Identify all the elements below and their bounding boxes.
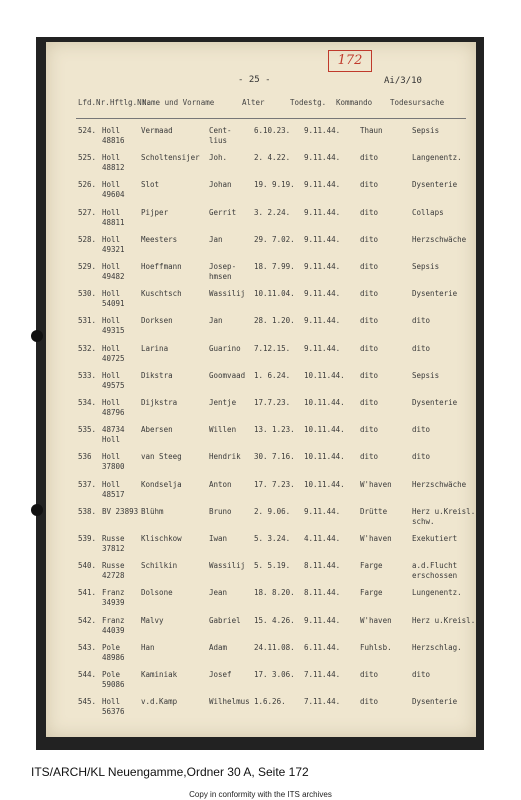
- conformity-note: Copy in conformity with the ITS archives: [189, 790, 332, 799]
- row-prisoner-number: 48986: [102, 652, 125, 662]
- row-death-date: 7.11.44.: [304, 697, 341, 707]
- row-surname: Pijper: [141, 207, 169, 217]
- row-birthdate: 7.12.15.: [254, 343, 291, 353]
- row-firstname-cont: lius: [209, 136, 228, 145]
- row-prisoner-number: 49575: [102, 380, 125, 390]
- row-kommando: dito: [360, 398, 379, 407]
- row-firstname: Jan: [209, 316, 223, 326]
- row-surname: Blühm: [141, 506, 164, 516]
- row-firstname: Josep-: [209, 262, 237, 271]
- table-row: [74, 452, 474, 480]
- row-prisoner-number: 49315: [102, 326, 125, 336]
- header-alter: Alter: [242, 98, 265, 107]
- row-birthdate: 1. 6.24.: [254, 370, 291, 380]
- row-prisoner-number: 37812: [102, 544, 125, 553]
- table-header: [74, 96, 474, 118]
- row-prisoner-category: Russe: [102, 534, 125, 543]
- table-row: [74, 588, 474, 616]
- row-death-date: 4.11.44.: [304, 534, 341, 543]
- row-surname: Larina: [141, 343, 169, 353]
- row-birthdate: 5. 3.24.: [254, 534, 291, 543]
- table-row: [74, 262, 474, 290]
- row-prisoner-category: BV 23893: [102, 506, 139, 516]
- row-death-date: 8.11.44.: [304, 588, 341, 598]
- row-firstname: Wassilij: [209, 561, 246, 571]
- row-number: 534.: [78, 398, 97, 407]
- row-prisoner-category: Holl: [102, 316, 121, 326]
- row-prisoner-number: 48517: [102, 489, 125, 499]
- row-prisoner-number: 49482: [102, 272, 125, 281]
- row-number: 530.: [78, 289, 97, 299]
- row-number: 524.: [78, 126, 97, 135]
- row-number: 533.: [78, 370, 97, 380]
- row-firstname: Johan: [209, 180, 232, 190]
- row-birthdate: 6.10.23.: [254, 126, 291, 135]
- row-cause: Herz u.Kreisl.: [412, 615, 476, 625]
- row-kommando: Drütte: [360, 506, 388, 516]
- row-prisoner-number: 56376: [102, 707, 125, 717]
- row-prisoner-number: 40725: [102, 353, 125, 363]
- row-birthdate: 18. 7.99.: [254, 262, 295, 271]
- row-cause: Herz u.Kreisl.: [412, 506, 476, 516]
- row-number: 529.: [78, 262, 97, 271]
- table-row: [74, 697, 474, 725]
- row-birthdate: 19. 9.19.: [254, 180, 295, 190]
- row-firstname: Hendrik: [209, 452, 241, 462]
- row-prisoner-category: Holl: [102, 289, 121, 299]
- row-firstname: Wilhelmus: [209, 697, 250, 707]
- row-death-date: 9.11.44.: [304, 615, 341, 625]
- row-cause: Lungenentz.: [412, 588, 462, 598]
- row-cause: Langenentz.: [412, 153, 462, 163]
- row-prisoner-category: Holl: [102, 343, 121, 353]
- row-kommando: Farge: [360, 588, 383, 598]
- row-prisoner-category: Holl: [102, 153, 121, 163]
- row-prisoner-category: Russe: [102, 561, 125, 571]
- row-birthdate: 2. 9.06.: [254, 506, 291, 516]
- row-kommando: dito: [360, 262, 379, 271]
- row-prisoner-number: 59086: [102, 680, 125, 689]
- table-row: [74, 616, 474, 644]
- row-firstname: Guarino: [209, 343, 241, 353]
- row-surname: Kuschtsch: [141, 289, 182, 299]
- row-surname: Han: [141, 642, 155, 652]
- row-death-date: 10.11.44.: [304, 479, 345, 489]
- row-birthdate: 13. 1.23.: [254, 425, 295, 435]
- row-surname: Kaminiak: [141, 670, 178, 679]
- row-firstname: Jentje: [209, 398, 237, 407]
- row-kommando: Thaun: [360, 126, 383, 135]
- row-cause: dito: [412, 670, 431, 679]
- row-death-date: 9.11.44.: [304, 180, 341, 190]
- row-surname: Klischkow: [141, 534, 182, 543]
- row-kommando: dito: [360, 234, 379, 244]
- row-prisoner-number: 48796: [102, 408, 125, 417]
- row-firstname: Jan: [209, 234, 223, 244]
- row-death-date: 9.11.44.: [304, 126, 341, 135]
- row-prisoner-number: 42728: [102, 571, 125, 581]
- row-birthdate: 2. 4.22.: [254, 153, 291, 163]
- row-prisoner-category: Holl: [102, 697, 121, 707]
- row-death-date: 10.11.44.: [304, 425, 345, 435]
- row-cause: Herzschlag.: [412, 642, 462, 652]
- row-birthdate: 3. 2.24.: [254, 207, 291, 217]
- row-cause: Exekutiert: [412, 534, 458, 543]
- row-surname: Hoeffmann: [141, 262, 182, 271]
- header-kommando: Kommando: [336, 98, 373, 107]
- row-death-date: 10.11.44.: [304, 398, 345, 407]
- row-firstname: Gerrit: [209, 207, 237, 217]
- row-cause-cont: erschossen: [412, 571, 458, 581]
- table-row: [74, 289, 474, 317]
- row-firstname: Jean: [209, 588, 228, 598]
- row-firstname: Bruno: [209, 506, 232, 516]
- row-firstname: Iwan: [209, 534, 228, 543]
- row-prisoner-number: 48811: [102, 217, 125, 227]
- row-death-date: 9.11.44.: [304, 262, 341, 271]
- row-kommando: dito: [360, 289, 379, 299]
- table-row: [74, 126, 474, 154]
- header-hftlg: Hftlg.Nr.: [110, 98, 151, 107]
- row-surname: Slot: [141, 180, 160, 190]
- row-death-date: 9.11.44.: [304, 316, 341, 326]
- header-todestag: Todestg.: [290, 98, 327, 107]
- row-cause: Herzschwäche: [412, 234, 467, 244]
- row-birthdate: 17.7.23.: [254, 398, 291, 407]
- row-death-date: 9.11.44.: [304, 506, 341, 516]
- row-cause: a.d.Flucht: [412, 561, 458, 571]
- header-name: Name und Vorname: [142, 98, 215, 107]
- row-kommando: dito: [360, 343, 379, 353]
- row-surname: Dolsone: [141, 588, 173, 598]
- row-firstname: Wassilij: [209, 289, 246, 299]
- row-birthdate: 10.11.04.: [254, 289, 295, 299]
- row-prisoner-category: Pole: [102, 670, 121, 679]
- table-row: [74, 235, 474, 263]
- row-surname: Vermaad: [141, 126, 173, 135]
- row-cause: dito: [412, 343, 431, 353]
- row-birthdate: 1.6.26.: [254, 697, 286, 707]
- row-cause: Dysenterie: [412, 289, 458, 299]
- row-surname: Dikstra: [141, 370, 173, 380]
- row-kommando: dito: [360, 697, 379, 707]
- row-cause: Sepsis: [412, 370, 440, 380]
- row-death-date: 9.11.44.: [304, 153, 341, 163]
- row-firstname: Adam: [209, 642, 228, 652]
- row-prisoner-number: 34939: [102, 598, 125, 608]
- row-kommando: Fuhlsb.: [360, 642, 392, 652]
- row-kommando: dito: [360, 207, 379, 217]
- row-number: 528.: [78, 234, 97, 244]
- row-cause: Dysenterie: [412, 697, 458, 707]
- row-kommando: W'haven: [360, 479, 392, 489]
- page-number: - 25 -: [238, 75, 271, 85]
- table-row: [74, 561, 474, 589]
- row-death-date: 6.11.44.: [304, 642, 341, 652]
- row-cause: dito: [412, 316, 431, 326]
- row-surname: Abersen: [141, 425, 173, 435]
- row-prisoner-category: 48734: [102, 425, 125, 435]
- row-kommando: dito: [360, 425, 379, 435]
- row-firstname: Willen: [209, 425, 237, 435]
- row-kommando: dito: [360, 670, 379, 679]
- row-prisoner-number: 49321: [102, 244, 125, 254]
- row-number: 532.: [78, 343, 97, 353]
- row-cause: Dysenterie: [412, 180, 458, 190]
- row-firstname: Goomvaad: [209, 370, 246, 380]
- row-kommando: W'haven: [360, 534, 392, 543]
- row-firstname: Joh.: [209, 153, 228, 163]
- row-birthdate: 17. 3.06.: [254, 670, 295, 679]
- row-cause: Sepsis: [412, 262, 440, 271]
- row-death-date: 10.11.44.: [304, 370, 345, 380]
- row-birthdate: 18. 8.20.: [254, 588, 295, 598]
- row-number: 540.: [78, 561, 97, 571]
- row-prisoner-category: Holl: [102, 126, 121, 135]
- row-death-date: 9.11.44.: [304, 289, 341, 299]
- row-number: 545.: [78, 697, 97, 707]
- table-row: [74, 670, 474, 698]
- row-kommando: W'haven: [360, 615, 392, 625]
- row-prisoner-category: Holl: [102, 452, 121, 462]
- reference-code: Ai/3/10: [384, 76, 422, 86]
- row-kommando: dito: [360, 153, 379, 163]
- row-cause: dito: [412, 425, 431, 435]
- row-death-date: 7.11.44.: [304, 670, 341, 679]
- row-firstname: Cent-: [209, 126, 232, 135]
- header-divider: [76, 118, 466, 119]
- row-death-date: 10.11.44.: [304, 452, 345, 462]
- row-prisoner-number: 48816: [102, 136, 125, 145]
- row-firstname: Anton: [209, 479, 232, 489]
- row-surname: v.d.Kamp: [141, 697, 178, 707]
- row-prisoner-category: Holl: [102, 370, 121, 380]
- table-row: [74, 425, 474, 453]
- row-death-date: 9.11.44.: [304, 234, 341, 244]
- row-surname: Dijkstra: [141, 398, 178, 407]
- table-row: [74, 208, 474, 236]
- row-number: 531.: [78, 316, 97, 326]
- header-nr: Lfd.Nr.: [78, 98, 110, 107]
- archive-stamp: 172: [328, 50, 372, 72]
- row-prisoner-category: Franz: [102, 588, 125, 598]
- row-death-date: 8.11.44.: [304, 561, 341, 571]
- row-surname: Dorksen: [141, 316, 173, 326]
- row-prisoner-number: 54091: [102, 299, 125, 309]
- row-prisoner-category: Holl: [102, 262, 121, 271]
- row-kommando: dito: [360, 452, 379, 462]
- row-birthdate: 5. 5.19.: [254, 561, 291, 571]
- row-firstname-cont: hmsen: [209, 272, 232, 281]
- table-row: [74, 643, 474, 671]
- row-prisoner-category: Holl: [102, 479, 121, 489]
- row-prisoner-category: Franz: [102, 615, 125, 625]
- table-row: [74, 534, 474, 562]
- row-kommando: dito: [360, 316, 379, 326]
- row-number: 526.: [78, 180, 97, 190]
- table-row: [74, 153, 474, 181]
- row-birthdate: 30. 7.16.: [254, 452, 295, 462]
- row-death-date: 9.11.44.: [304, 207, 341, 217]
- row-prisoner-number: 44039: [102, 625, 125, 635]
- table-row: [74, 398, 474, 426]
- row-birthdate: 24.11.08.: [254, 642, 295, 652]
- row-surname: Meesters: [141, 234, 178, 244]
- row-kommando: Farge: [360, 561, 383, 571]
- row-prisoner-number: 49604: [102, 190, 125, 200]
- row-number: 525.: [78, 153, 97, 163]
- row-surname: Schilkin: [141, 561, 178, 571]
- row-kommando: dito: [360, 370, 379, 380]
- row-prisoner-category: Pole: [102, 642, 121, 652]
- row-prisoner-category: Holl: [102, 398, 121, 407]
- row-prisoner-category: Holl: [102, 180, 121, 190]
- row-number: 527.: [78, 207, 97, 217]
- row-cause: Herzschwäche: [412, 479, 467, 489]
- row-firstname: Josef: [209, 670, 232, 679]
- row-number: 541.: [78, 588, 97, 598]
- row-birthdate: 29. 7.02.: [254, 234, 295, 244]
- row-birthdate: 17. 7.23.: [254, 479, 295, 489]
- table-row: [74, 480, 474, 508]
- row-firstname: Gabriel: [209, 615, 241, 625]
- row-death-date: 9.11.44.: [304, 343, 341, 353]
- row-kommando: dito: [360, 180, 379, 190]
- row-cause: Collaps: [412, 207, 444, 217]
- row-number: 535.: [78, 425, 97, 435]
- row-surname: van Steeg: [141, 452, 182, 462]
- punch-hole: [31, 504, 43, 516]
- table-row: [74, 316, 474, 344]
- row-surname: Malvy: [141, 615, 164, 625]
- row-birthdate: 28. 1.20.: [254, 316, 295, 326]
- row-birthdate: 15. 4.26.: [254, 615, 295, 625]
- row-prisoner-category: Holl: [102, 207, 121, 217]
- row-number: 536: [78, 452, 92, 462]
- header-todesursache: Todesursache: [390, 98, 445, 107]
- row-number: 538.: [78, 506, 97, 516]
- row-cause: dito: [412, 452, 431, 462]
- row-cause-cont: schw.: [412, 516, 435, 526]
- row-prisoner-number: 37800: [102, 462, 125, 472]
- table-row: [74, 180, 474, 208]
- row-number: 544.: [78, 670, 97, 679]
- row-surname: Kondselja: [141, 479, 182, 489]
- row-number: 543.: [78, 642, 97, 652]
- row-number: 539.: [78, 534, 97, 543]
- row-number: 537.: [78, 479, 97, 489]
- table-row: [74, 344, 474, 372]
- row-cause: Sepsis: [412, 126, 440, 135]
- row-prisoner-category: Holl: [102, 234, 121, 244]
- row-prisoner-number: 48812: [102, 163, 125, 173]
- row-prisoner-number: Holl: [102, 435, 121, 445]
- row-cause: Dysenterie: [412, 398, 458, 407]
- archive-reference: ITS/ARCH/KL Neuengamme,Ordner 30 A, Seite 172: [31, 765, 309, 779]
- table-row: [74, 371, 474, 399]
- table-row: [74, 507, 474, 535]
- row-number: 542.: [78, 615, 97, 625]
- punch-hole: [31, 330, 43, 342]
- row-surname: Scholtensijer: [141, 153, 200, 163]
